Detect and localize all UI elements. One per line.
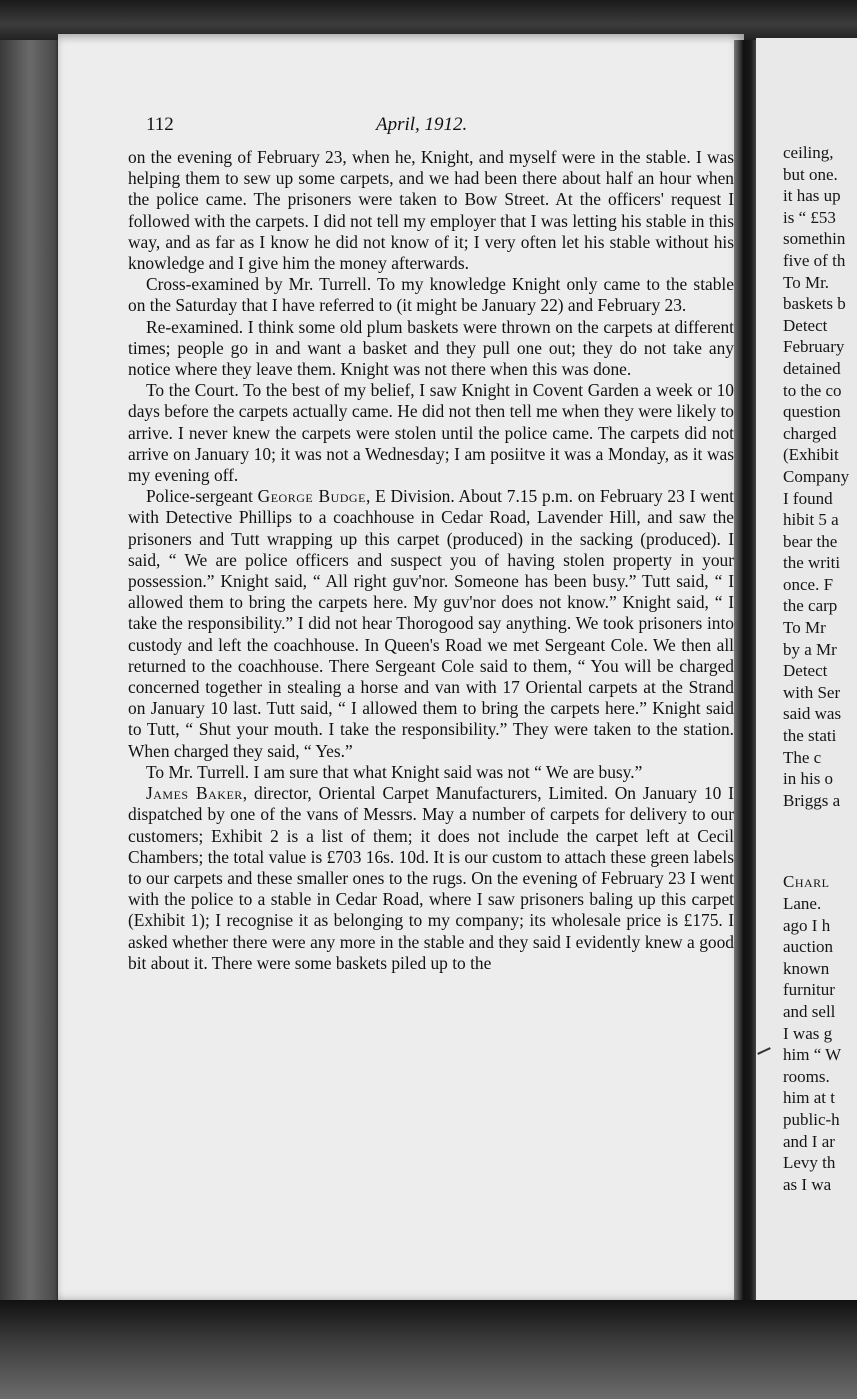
right-line: Company [783,466,850,486]
right-page-text [783,142,857,1195]
right-line: furnitur [783,980,835,1000]
right-line: him “ W [783,1045,842,1065]
right-line: Charl [783,872,830,892]
right-line: it has up [783,186,841,206]
running-head: April, 1912. [376,114,468,135]
right-line: said was [783,704,842,724]
paragraph-continuation: on the evening of February 23, when he, Knight, and myself were in the stable. I was helping them to sew up some carpets, and we had been there about half an hour when the police came. The prisoners were taken to Bow Street. At the officers' request I followed with the carpets. I did not tell my employer that I was letting his stable in this way, and as far as I know he did not know of it; I very often let his stable without his knowledge and I give him the money afterwards. [128,147,734,274]
right-line: I was g [783,1023,833,1043]
right-line: him at t [783,1088,835,1108]
witness-name-budge: George Budge [257,486,366,507]
page-header [146,114,706,142]
right-line: and sell [783,1001,836,1021]
right-line: is “ £53 [783,207,836,227]
paragraph-to-the-court: To the Court. To the best of my belief, I saw Knight in Covent Garden a week or 10 days before the carpets actually came. He did not then tell me when they were likely to arrive. I never knew the carpets were stolen until the police came. The carpets did not arrive on January 10; it was not a Wednesday; I am posiitve it was a Monday, as it was my evening off. [128,380,734,486]
right-line: charged [783,423,837,443]
paragraph-to-mr-turrell: To Mr. Turrell. I am sure that what Knight said was not “ We are busy.” [146,761,643,782]
right-line: ago I h [783,915,831,935]
right-page-fragment [756,38,857,1300]
right-line: question [783,402,841,422]
right-line: five of th [783,250,846,270]
scan-bottom-edge [0,1300,857,1399]
budge-lead: Police-sergeant [146,486,253,507]
right-line: The c [783,747,822,767]
right-section-gap [783,811,857,871]
right-line: somethin [783,229,846,249]
right-line: (Exhibit [783,445,839,465]
right-line: to the co [783,380,842,400]
right-line: auction [783,937,834,957]
right-line: baskets b [783,294,846,314]
witness-name-baker: James Baker [146,783,243,804]
paragraph-baker-testimony [128,783,734,974]
baker-text: , director, Oriental Carpet Manufacturers, Limited. On January 10 I dispatched by one of the vans of Messrs. May a number of carpets for delivery to our customers; Exhibit 2 is a list of them; it does not include the carpet left at Cecil Chambers; the total value is £703 16s. 10d. It is our custom to attach these green labels to our carpets and these smaller ones to the rugs. On the evening of February 23 I went with the police to a stable in Cedar Road, where I saw prisoners baling up this carpet (Exhibit 1); I recognise it as belonging to my company; its wholesale price is £175. I asked whether there were any more in the stable and they said I evidently knew a good bit about it. There were some baskets piled up to the [128,783,734,973]
paragraph-re-examined: Re-examined. I think some old plum baskets were thrown on the carpets at different times; people go in and want a basket and they pull one out; they do not take any notice where they leave them. Knight was not there when this was done. [128,316,734,380]
right-line: by a Mr [783,639,837,659]
right-line: bear the [783,531,838,551]
right-line: once. F [783,574,834,594]
budge-text: , E Division. About 7.15 p.m. on February 23 I went with Detective Phillips to a coachhouse in Cedar Road, Lavender Hill, and saw the prisoners and Tutt wrapping up this carpet (produced) in the sacking (produced). I said, “ We are police officers and suspect you of having stolen property in your possession.” Knight said, “ All right guv'nor. Someone has been busy.” Tutt said, “ I allowed them to bring the carpets here. My guv'nor does not know.” Knight said, “ I take the responsibility.” I did not hear Thorogood say anything. We took prisoners into custody and left the coachhouse. In Queen's Road we met Sergeant Cole. We then all returned to the coachhouse. There Sergeant Cole said to them, “ You will be charged concerned together in stealing a horse and van with 17 Oriental carpets at the Strand on January 10 last. Tutt said, “ I allowed them to bring the carpets here.” Knight said to Tutt, “ Shut your mouth. I take the responsibility.” They were taken to the station. When charged they said, “ Yes.” [128,486,734,761]
right-line: To Mr [783,618,826,638]
right-line: February [783,337,845,357]
right-line: Detect [783,661,828,681]
paragraph-cross-examined: Cross-examined by Mr. Turrell. To my knowledge Knight only came to the stable on the Saturday that I have referred to (it might be January 22) and February 23. [128,274,734,316]
right-line: To Mr. [783,272,830,292]
right-line: as I wa [783,1174,832,1194]
right-line: public-h [783,1109,840,1129]
book-gutter [734,40,758,1302]
page-body [128,147,734,974]
right-line: and I ar [783,1131,835,1151]
right-line: I found [783,488,833,508]
right-line: rooms. [783,1066,830,1086]
right-line: hibit 5 a [783,510,839,530]
right-line: Lane. [783,894,822,913]
paragraph-budge-testimony [128,486,734,762]
right-line: the carp [783,596,838,616]
right-line: but one. [783,164,838,184]
right-line: in his o [783,769,834,789]
right-line: ceiling, [783,143,834,162]
right-line: Detect [783,315,828,335]
right-line: Briggs a [783,790,841,810]
right-line: the stati [783,726,837,746]
right-line: detained [783,358,841,378]
right-line: the writi [783,553,841,573]
right-line: with Ser [783,682,841,702]
right-line: known [783,958,830,978]
right-line: Levy th [783,1153,836,1173]
page-number: 112 [146,114,174,135]
